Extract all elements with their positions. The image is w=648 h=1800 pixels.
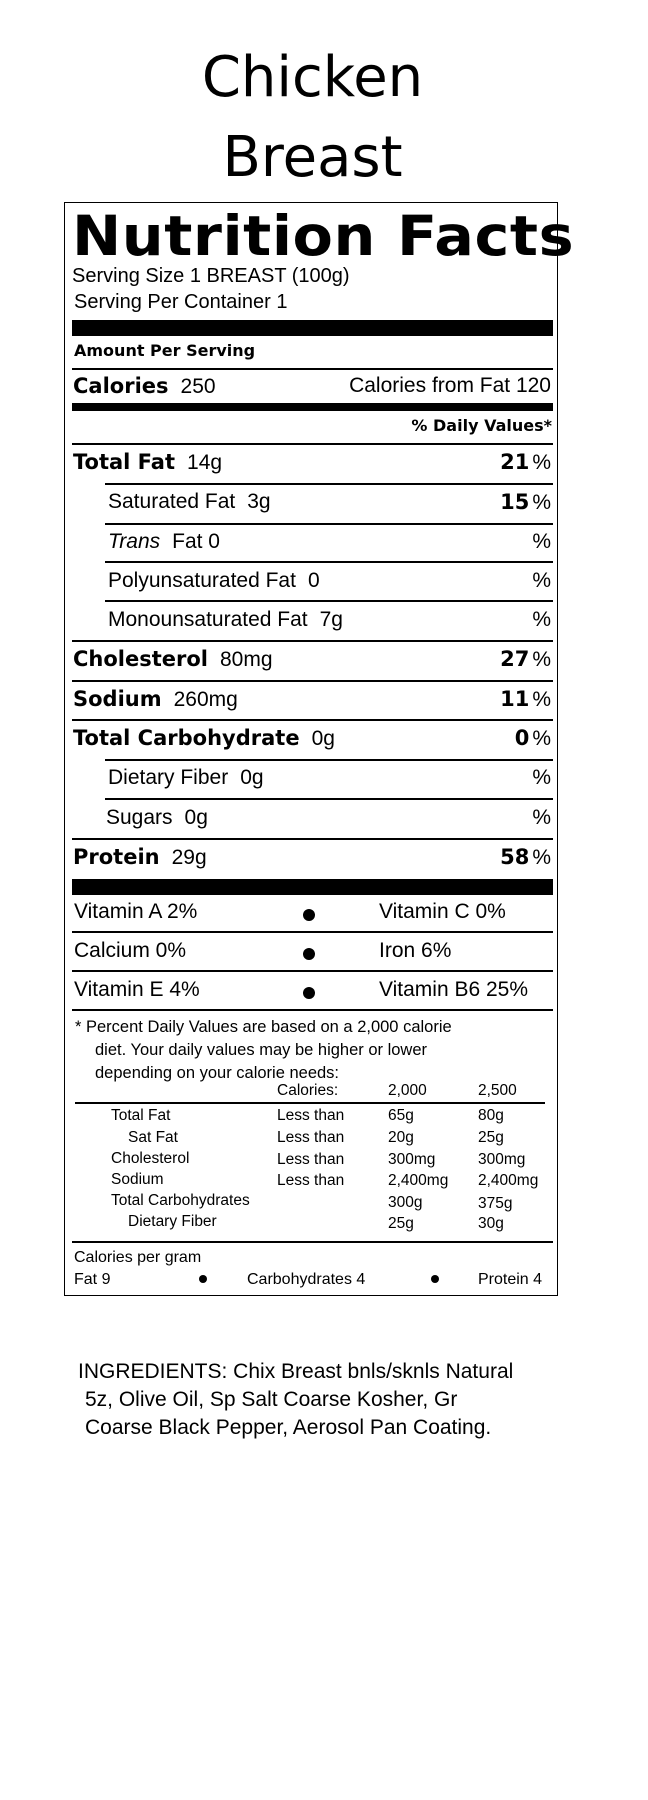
dv-row-v1: 25g	[388, 1215, 414, 1232]
ingredients-line1: INGREDIENTS: Chix Breast bnls/sknls Natural	[78, 1360, 514, 1383]
nutrient-row-total-fat: Total Fat 14g 21 %	[73, 450, 551, 474]
nutrient-row-cholesterol: Cholesterol 80mg 27 %	[73, 647, 551, 671]
nutrient-row-protein: Protein 29g 58 %	[73, 845, 551, 869]
dv-row-cond: Less than	[277, 1172, 345, 1189]
nutrition-facts-label	[64, 202, 575, 1296]
ingredients-line3: Coarse Black Pepper, Aerosol Pan Coating.	[85, 1416, 492, 1439]
dv-row-v2: 25g	[478, 1129, 504, 1146]
calcium: Calcium 0%	[74, 939, 187, 962]
dv-row-v1: 20g	[388, 1129, 414, 1146]
serving-size: Serving Size 1 BREAST (100g)	[72, 265, 350, 287]
dv-row-v2: 2,400mg	[478, 1172, 539, 1189]
calories-from-fat: Calories from Fat 120	[349, 374, 551, 397]
divider	[75, 1102, 545, 1104]
product-title	[0, 38, 625, 198]
calories-row	[65, 368, 559, 406]
calories-per-gram: Calories per gram	[74, 1249, 202, 1266]
bullet-icon	[199, 1275, 207, 1283]
dv-row-v2: 375g	[478, 1195, 513, 1212]
dv-row-cond: Less than	[277, 1107, 345, 1124]
dv-row-v1: 300mg	[388, 1151, 436, 1168]
dv-row-name: Total Fat	[111, 1107, 171, 1124]
servings-per-container: Serving Per Container 1	[74, 291, 288, 313]
calories-label: Calories 250	[73, 374, 216, 398]
nutrient-row-saturated-fat: Saturated Fat 3g 15 %	[108, 490, 551, 514]
bullet-icon	[303, 948, 315, 960]
bullet-icon	[303, 987, 315, 999]
vitamin-e: Vitamin E 4%	[74, 978, 200, 1001]
ingredients-line2: 5z, Olive Oil, Sp Salt Coarse Kosher, Gr	[85, 1388, 458, 1411]
dv-row-v2: 80g	[478, 1107, 504, 1124]
vitamin-c: Vitamin C 0%	[379, 900, 506, 923]
nutrient-row-sodium: Sodium 260mg 11 %	[73, 687, 551, 711]
dv-header-calories: Calories:	[277, 1082, 339, 1099]
ingredients-text	[78, 1358, 578, 1442]
dv-row-cond: Less than	[277, 1129, 345, 1146]
amount-per-serving: Amount Per Serving	[74, 341, 256, 360]
nutrient-row-dietary-fiber: Dietary Fiber 0g %	[108, 766, 551, 789]
dv-header-2500: 2,500	[478, 1082, 517, 1099]
product-title-line1: Chicken	[201, 45, 424, 110]
daily-values-header: % Daily Values*	[411, 416, 552, 435]
footnote-line3: depending on your calorie needs:	[95, 1064, 340, 1082]
nutrition-facts-heading: Nutrition Facts	[72, 204, 575, 268]
nutrient-row-monounsaturated-fat: Monounsaturated Fat 7g %	[108, 608, 551, 631]
dv-row-v2: 30g	[478, 1215, 504, 1232]
dv-row-v1: 65g	[388, 1107, 414, 1124]
divider	[72, 1009, 553, 1011]
divider	[72, 970, 553, 972]
dv-row-name: Cholesterol	[111, 1150, 190, 1167]
per-gram-fat: Fat 9	[74, 1271, 111, 1288]
dv-row-name: Total Carbohydrates	[111, 1192, 250, 1209]
dv-header-2000: 2,000	[388, 1082, 427, 1099]
product-title-line2: Breast	[222, 125, 403, 190]
dv-row-v1: 300g	[388, 1194, 423, 1211]
dv-row-name: Sodium	[111, 1171, 164, 1188]
medium-divider	[72, 403, 553, 411]
nutrient-row-trans-fat: Trans Fat 0 %	[108, 530, 551, 553]
per-gram-carbohydrates: Carbohydrates 4	[247, 1271, 366, 1288]
bullet-icon	[303, 909, 315, 921]
nutrient-row-polyunsaturated-fat: Polyunsaturated Fat 0 %	[108, 569, 551, 592]
footnote	[65, 1018, 559, 1188]
dv-row-v1: 2,400mg	[388, 1172, 449, 1189]
dv-row-v2: 300mg	[478, 1151, 526, 1168]
per-gram-protein: Protein 4	[478, 1271, 543, 1288]
nutrient-row-total-carbohydrate: Total Carbohydrate 0g 0 %	[73, 726, 551, 750]
divider	[72, 1241, 553, 1243]
nutrient-row-sugars: Sugars 0g %	[106, 806, 551, 829]
thick-divider-vitamins	[72, 879, 553, 895]
vitamin-a: Vitamin A 2%	[74, 900, 198, 923]
divider	[72, 931, 553, 933]
footnote-line1: * Percent Daily Values are based on a 2,000 calorie	[75, 1018, 452, 1036]
footnote-line2: diet. Your daily values may be higher or lower	[95, 1041, 428, 1059]
iron: Iron 6%	[379, 939, 452, 962]
dv-row-cond: Less than	[277, 1151, 345, 1168]
dv-row-name: Dietary Fiber	[128, 1213, 217, 1230]
thick-divider-top	[72, 320, 553, 336]
calories-value: 250	[180, 375, 216, 398]
bullet-icon	[431, 1275, 439, 1283]
vitamin-b6: Vitamin B6 25%	[379, 978, 529, 1001]
dv-row-name: Sat Fat	[128, 1129, 178, 1146]
